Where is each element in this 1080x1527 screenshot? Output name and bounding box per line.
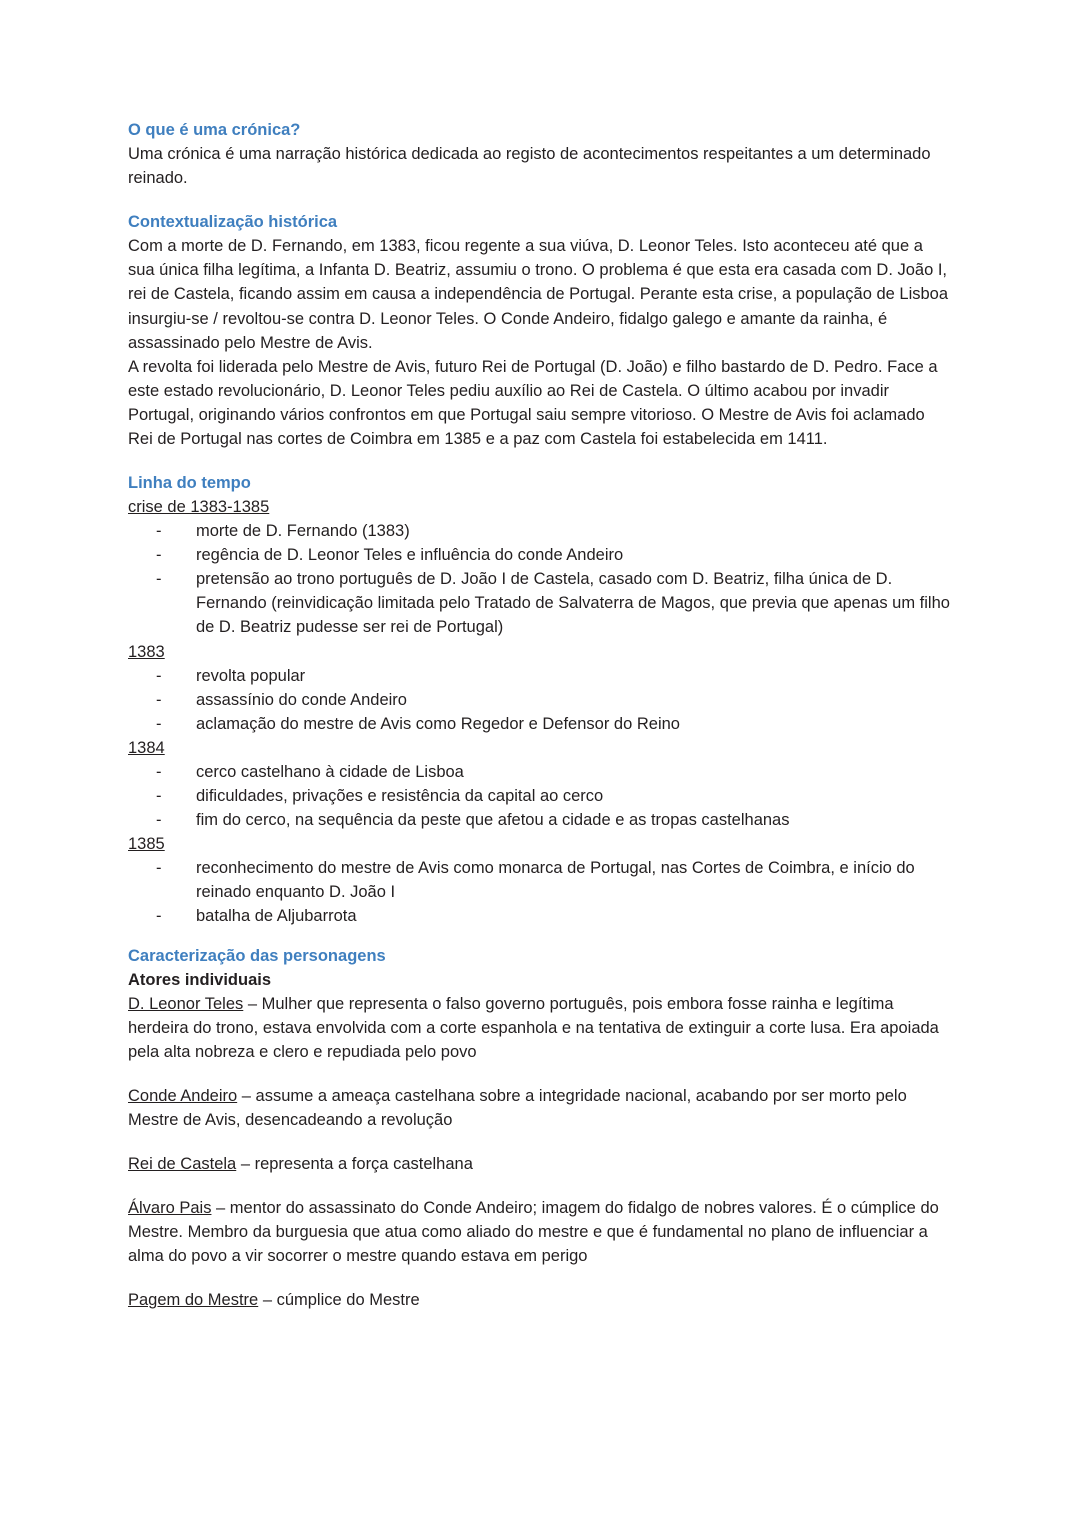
spacer [128, 1176, 952, 1196]
dash-bullet: - [156, 666, 162, 685]
timeline-list [128, 760, 952, 832]
section-contextualizacao-historica [128, 210, 952, 451]
dash-bullet: - [156, 546, 162, 565]
character-description: – representa a força castelhana [236, 1155, 473, 1174]
character-name: Pagem do Mestre [128, 1291, 259, 1310]
timeline-list [128, 664, 952, 736]
character-entry [128, 1152, 952, 1176]
section-heading-linha-do-tempo: Linha do tempo [128, 474, 251, 493]
list-item-label: dificuldades, privações e resistência da capital ao cerco [196, 787, 604, 806]
list-item-label: reconhecimento do mestre de Avis como monarca de Portugal, nas Cortes de Coimbra, e início do reinado enquanto D. João I [196, 859, 915, 902]
list-item [128, 664, 952, 688]
character-entry [128, 992, 952, 1064]
list-item [128, 567, 952, 639]
timeline-list [128, 856, 952, 928]
character-description: – assume a ameaça castelhana sobre a integridade nacional, acabando por ser morto pelo Mestre de Avis, desencadeando a revolução [128, 1086, 907, 1129]
character-name: Conde Andeiro [128, 1086, 238, 1105]
list-item-label: fim do cerco, na sequência da peste que afetou a cidade e as tropas castelhanas [196, 811, 790, 830]
dash-bullet: - [156, 762, 162, 781]
paragraph: A revolta foi liderada pelo Mestre de Avis, futuro Rei de Portugal (D. João) e filho bastardo de D. Pedro. Face a este estado revolucionário, D. Leonor Teles pediu auxílio ao Rei de Castela. O último acabou por invadir Portugal, originando vários confrontos em que Portugal saiu sempre vitorioso. O Mestre de Avis foi aclamado Rei de Portugal nas cortes de Coimbra em 1385 e a paz com Castela foi estabelecida em 1411. [128, 357, 938, 448]
spacer [128, 451, 952, 471]
spacer [128, 1268, 952, 1288]
timeline-group-label: 1383 [128, 642, 165, 661]
section-linha-do-tempo [128, 471, 952, 928]
section-o-que-e-uma-cronica [128, 118, 952, 190]
character-name: Rei de Castela [128, 1155, 237, 1174]
list-item-label: batalha de Aljubarrota [196, 907, 357, 926]
list-item-label: aclamação do mestre de Avis como Regedor e Defensor do Reino [196, 714, 680, 733]
dash-bullet: - [156, 690, 162, 709]
dash-bullet: - [156, 714, 162, 733]
section-heading-caracterizacao: Caracterização das personagens [128, 946, 386, 965]
list-item [128, 904, 952, 928]
character-entry [128, 1288, 952, 1312]
dash-bullet: - [156, 787, 162, 806]
list-item-label: assassínio do conde Andeiro [196, 690, 407, 709]
paragraph: Uma crónica é uma narração histórica dedicada ao registo de acontecimentos respeitantes a um determinado reinado. [128, 145, 931, 188]
list-item [128, 856, 952, 904]
timeline-group-label: crise de 1383-1385 [128, 498, 270, 517]
section-subheading-atores-individuais: Atores individuais [128, 970, 272, 989]
timeline-group-label: 1384 [128, 738, 165, 757]
list-item-label: regência de D. Leonor Teles e influência do conde Andeiro [196, 546, 624, 565]
list-item-label: revolta popular [196, 666, 306, 685]
character-name: D. Leonor Teles [128, 994, 244, 1013]
section-caracterizacao-das-personagens [128, 944, 952, 1313]
page-title: O que é uma crónica? [128, 121, 301, 139]
spacer [128, 929, 952, 944]
timeline-list [128, 519, 952, 639]
character-name: Álvaro Pais [128, 1199, 212, 1218]
spacer [128, 190, 952, 210]
list-item-label: morte de D. Fernando (1383) [196, 522, 410, 541]
dash-bullet: - [156, 907, 162, 926]
list-item [128, 688, 952, 712]
list-item [128, 519, 952, 543]
list-item [128, 760, 952, 784]
character-description: – cúmplice do Mestre [258, 1291, 420, 1310]
dash-bullet: - [156, 811, 162, 830]
list-item [128, 543, 952, 567]
list-item [128, 712, 952, 736]
spacer [128, 1064, 952, 1084]
spacer [128, 1132, 952, 1152]
document-body [128, 118, 952, 1312]
dash-bullet: - [156, 570, 162, 589]
character-description: – mentor do assassinato do Conde Andeiro; imagem do fidalgo de nobres valores. É o cúmplice do Mestre. Membro da burguesia que atua como aliado do mestre e que é fundamental no plano de influenciar a alma do povo a vir socorrer o mestre quando estava em perigo [128, 1199, 939, 1266]
list-item-label: pretensão ao trono português de D. João I de Castela, casado com D. Beatriz, filha única de D. Fernando (reinvidicação limitada pelo Tratado de Salvaterra de Magos, que previa que apenas um filho de D. Beatriz pudesse ser rei de Portugal) [196, 570, 950, 637]
character-description: – Mulher que representa o falso governo português, pois embora fosse rainha e legítima herdeira do trono, estava envolvida com a corte espanhola e na tentativa de extinguir a corte lusa. Era apoiada pela alta nobreza e clero e repudiada pelo povo [128, 994, 939, 1061]
paragraph: Com a morte de D. Fernando, em 1383, ficou regente a sua viúva, D. Leonor Teles. Isto aconteceu até que a sua única filha legítima, a Infanta D. Beatriz, assumiu o trono. O problema é que esta era casada com D. João I, rei de Castela, ficando assim em causa a independência de Portugal. Perante esta crise, a população de Lisboa insurgiu-se / revoltou-se contra D. Leonor Teles. O Conde Andeiro, fidalgo galego e amante da rainha, é assassinado pelo Mestre de Avis. [128, 237, 949, 352]
list-item [128, 808, 952, 832]
timeline-group-label: 1385 [128, 835, 165, 854]
list-item [128, 784, 952, 808]
dash-bullet: - [156, 859, 162, 878]
list-item-label: cerco castelhano à cidade de Lisboa [196, 762, 464, 781]
section-heading-contextualizacao: Contextualização histórica [128, 213, 338, 232]
character-entry [128, 1196, 952, 1268]
dash-bullet: - [156, 522, 162, 541]
character-entry [128, 1084, 952, 1132]
